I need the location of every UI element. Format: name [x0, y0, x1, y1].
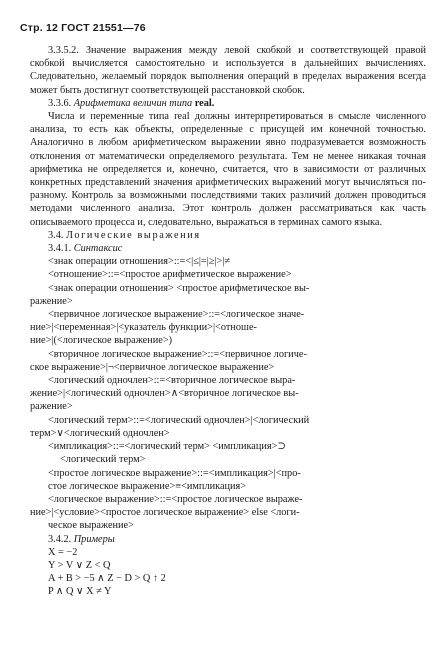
syntax-line: <простое логическое выражение>::=<импликация>|<про- [48, 467, 301, 479]
syntax-line: <отношение>::=<простое арифметическое выражение> [48, 269, 292, 281]
paragraph-3-3-6-heading [30, 97, 426, 110]
syntax-block [30, 255, 426, 532]
subsection-heading-3-4-2 [30, 533, 426, 546]
syntax-line: <знак операции отношения> <простое арифметическое вы- [48, 282, 310, 294]
syntax-line: <вторичное логическое выражение>::=<первичное логиче- [48, 348, 307, 360]
syntax-line: <знак операции отношения>::=<|≤|=|≥|>|≠ [48, 256, 231, 268]
syntax-line: <логическое выражение>::=<простое логическое выраже- [48, 493, 303, 505]
syntax-line: ческое выражение> [48, 520, 134, 532]
example-line: P ∧ Q ∨ X ≠ Y [48, 585, 112, 597]
examples-block [30, 546, 426, 598]
syntax-line: <логический одночлен>::=<вторичное логическое выра- [48, 375, 296, 387]
document-body [30, 44, 426, 598]
syntax-line: ражение> [30, 401, 73, 413]
subsection-number: 3.4.1. [48, 243, 72, 255]
paragraph-3-3-6: Числа и переменные типа real должны интерпретироваться в смысле численного анализа, то есть как объекты, определенные с присущей им конечной точностью. Аналогично в любом арифметическом выражении явно подразумевается возможность отклонения от математически определяемого результата. Тем не менее никакая точная арифметика не определяется и, конечно, считается, что в зависимости от различных конкретных представлений значения арифметических выражений могут вычисляться по-разному. Контроль за возможными последствиями таких различий должен проводиться методами численного анализа. Этот контроль должен рассматриваться как часть описываемого процесса и, следовательно, выражаться в терминах самого языка. [30, 111, 426, 228]
example-line: Y > V ∨ Z < Q [48, 559, 111, 571]
syntax-line: <логический терм> [60, 454, 146, 466]
syntax-line: стое логическое выражение>≡<импликация> [48, 480, 247, 492]
example-line: A + B > −5 ∧ Z − D > Q ↑ 2 [48, 572, 166, 584]
syntax-line: ние>|(<логическое выражение>) [30, 335, 173, 347]
subsection-number: 3.4.2. [48, 533, 72, 545]
syntax-line: <первичное логическое выражение>::=<логическое значе- [48, 309, 305, 321]
syntax-line: ражение> [30, 295, 73, 307]
section-title: Логические выражения [66, 229, 201, 241]
example-line: X = −2 [48, 546, 78, 558]
syntax-line: жение>|<логический одночлен>∧<вторичное логическое вы- [30, 388, 299, 400]
syntax-line: ние>|<переменная>|<указатель функции>|<отноше- [30, 322, 257, 334]
syntax-line: <логический терм>::=<логический одночлен>|<логический [48, 414, 310, 426]
clause-title: Арифметика величин типа [73, 97, 193, 109]
clause-number: 3.3.6. [48, 97, 72, 109]
syntax-line: ское выражение>|¬<первичное логическое выражение> [30, 361, 275, 373]
section-number: 3.4. [48, 229, 64, 241]
syntax-line: терм>∨<логический одночлен> [30, 427, 170, 439]
section-heading-3-4 [30, 229, 426, 242]
page-header: Стр. 12 ГОСТ 21551—76 [20, 22, 146, 34]
subsection-heading-3-4-1 [30, 242, 426, 255]
syntax-line: ние>|<условие><простое логическое выражение> else <логи- [30, 507, 300, 519]
type-real: real. [194, 97, 215, 109]
subsection-title: Синтаксис [73, 243, 123, 255]
subsection-title: Примеры [73, 533, 115, 545]
syntax-line: <импликация>::=<логический терм> <импликация>⊃ [48, 441, 287, 453]
paragraph-3-3-5-2: 3.3.5.2. Значение выражения между левой скобкой и соответствующей правой скобкой вычисляется самостоятельно и используется в дальнейших вычислениях. Следовательно, желаемый порядок выполнения операций в пределах выражения всегда может быть достигнут соответствующей расстановкой скобок. [30, 45, 426, 96]
